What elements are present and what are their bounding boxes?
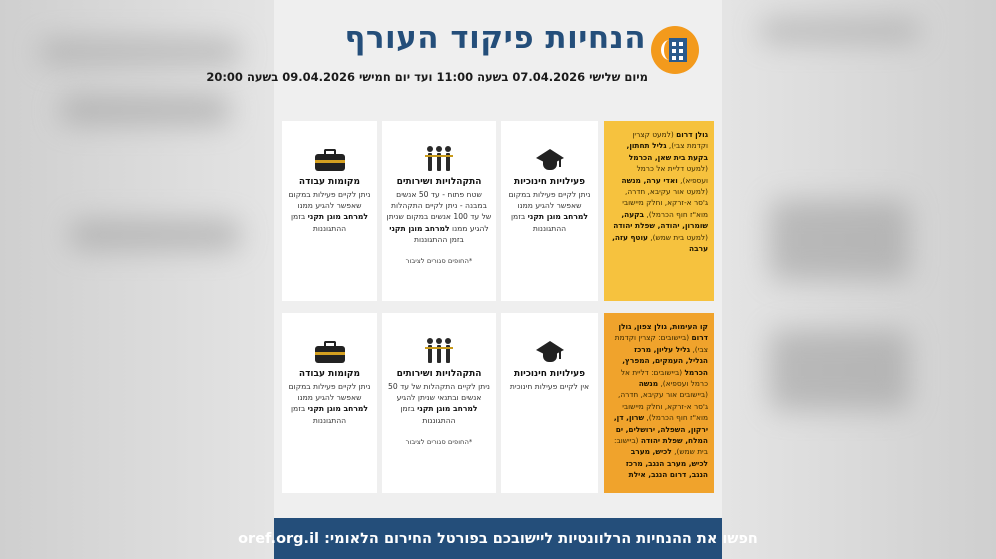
people-gathering-icon (428, 153, 450, 171)
card-gatherings (382, 121, 496, 301)
poster-header (206, 0, 722, 112)
graduation-cap-icon (536, 339, 564, 363)
page-title: הנחיות פיקוד העורף (344, 20, 646, 56)
card-workplaces (282, 313, 377, 493)
card-workplaces (282, 121, 377, 301)
card-title: פעילויות חינוכיות (513, 177, 586, 187)
card-gatherings (382, 313, 496, 493)
card-body: ניתן לקיים התקהלות של עד 50 אנשים ובתנאי שניתן להגיע למרחב מוגן תקני בזמן ההתגוננות (388, 382, 490, 425)
card-body: שטח פתוח - עד 50 אנשים במבנה - ניתן לקיים התקהלות של עד 100 אנשים במקום שניתן להגיע ממנו למרחב מוגן תקני בזמן ההתגוננות (386, 190, 492, 244)
guideline-row (282, 121, 714, 303)
briefcase-icon (315, 341, 345, 363)
card-title: פעילויות חינוכיות (513, 369, 586, 379)
card-note: *החופים סגורים לציבור (405, 257, 473, 266)
card-body: ניתן לקיים פעילות במקום שאפשר להגיע ממנו למרחב מוגן תקני בזמן ההתגוננות (288, 190, 371, 233)
portal-link-banner[interactable]: חפשו את ההנחיות הרלוונטיות ליישובכם בפורטל החירום הלאומי: oref.org.il (274, 518, 722, 559)
briefcase-icon (315, 149, 345, 171)
card-education (501, 313, 598, 493)
card-title: התקהלויות ושירותים (396, 369, 482, 379)
card-education (501, 121, 598, 301)
card-body: אין לקיים פעילות חינוכית (509, 382, 590, 391)
card-body: ניתן לקיים פעילות במקום שאפשר להגיע ממנו למרחב מוגן תקני בזמן ההתגוננות (288, 382, 371, 425)
people-gathering-icon (428, 345, 450, 363)
card-note: *החופים סגורים לציבור (405, 437, 473, 446)
card-body: ניתן לקיים פעילות במקום שאפשר להגיע ממנו למרחב מוגן תקני בזמן ההתגוננות (508, 190, 591, 233)
date-range: מיום שלישי 07.04.2026 בשעה 11:00 ועד יום חמישי 09.04.2026 בשעה 20:00 (206, 70, 648, 84)
guideline-row (282, 313, 714, 495)
graduation-cap-icon (536, 147, 564, 171)
region-list: קו העימות, גולן צפון, גולן דרום (ביישובים: קצרין וקדמת צבי), גליל עליון, מרכז הגליל, העמקים, המפרץ, הכרמל (ביישובים: דליית אל כרמל ועספיא), מנשה (ביישובים אור עקיבא, חדרה, ג'סר א-זרקא, וחלק מיישובי מוא"ז חוף הכרמל), שרון, דן, ירקון, השפלה, ירושלים, ים המלח, שפלת יהודה (ביישוב: בית שמש), לכיש, מערב לכיש, מערב הנגב, מרכז הנגב, דרום הנגב, אילת (604, 313, 714, 493)
card-title: התקהלויות ושירותים (396, 177, 482, 187)
card-title: מקומות עבודה (298, 177, 361, 187)
region-list: גולן דרום (למעט קצרין וקדמת צבי), גליל תחתון, בקעת בית שאן, הכרמל (למעט דליית אל כרמל ועספיא), ואדי ערה, מנשה (למעט אור עקיבא, חדרה, ג'סר א-זרקא, וחלק מיישובי מוא"ז חוף הכרמל), בקעה, שומרון, יהודה, שפלת יהודה (למעט בית שמש), עוטף עזה, ערבה (604, 121, 714, 301)
home-front-command-logo-icon (651, 26, 699, 74)
card-title: מקומות עבודה (298, 369, 361, 379)
poster (206, 0, 758, 559)
